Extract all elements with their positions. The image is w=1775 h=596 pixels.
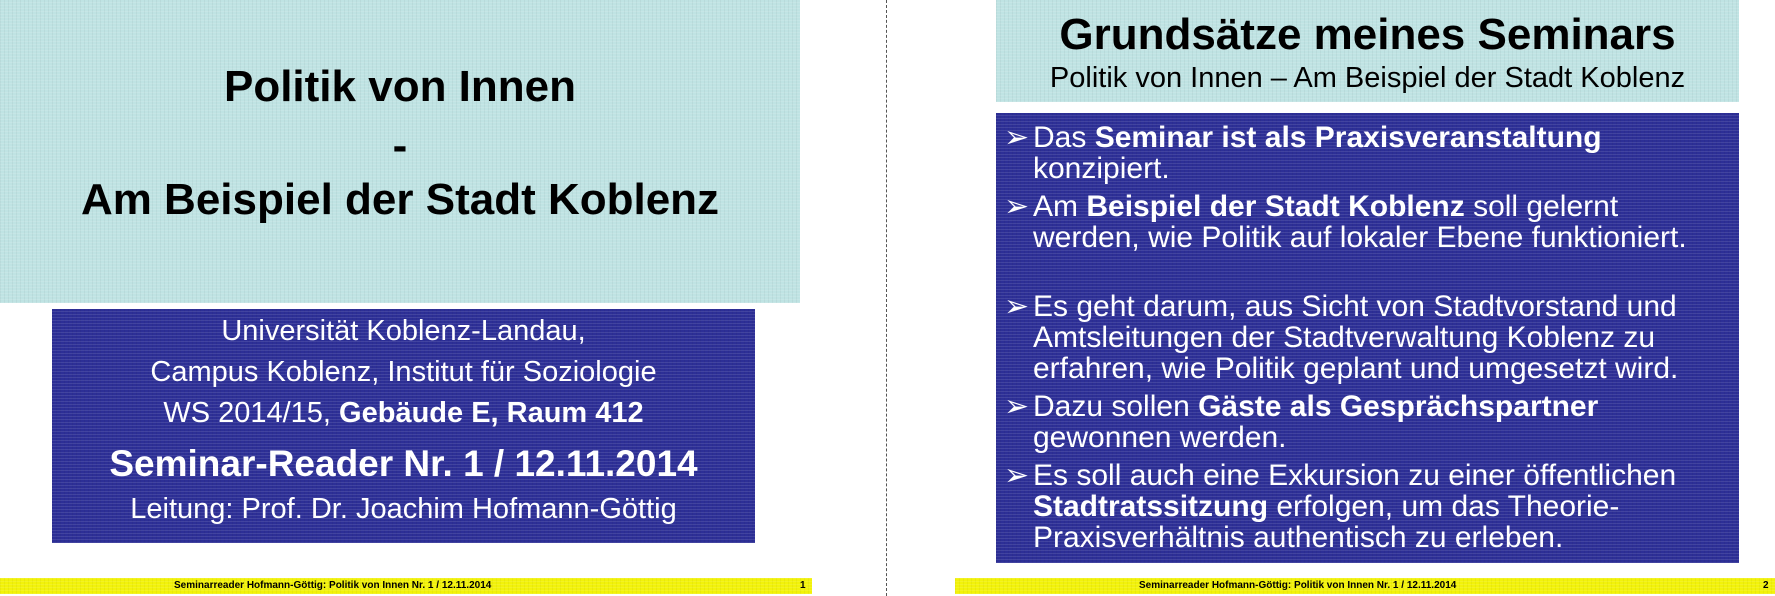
slide1-university: Universität Koblenz-Landau, [221,315,586,347]
bullet-arrow-icon: ➢ [1004,390,1030,423]
slide1-semester-room [52,397,755,430]
slide1-title-line3: Am Beispiel der Stadt Koblenz [80,175,720,224]
slide1-page-number: 1 [800,580,806,591]
bullet-arrow-icon: ➢ [1004,459,1030,492]
slide2-footer-text: Seminarreader Hofmann-Göttig: Politik von Innen Nr. 1 / 12.11.2014 [1139,580,1457,591]
slide1-footer-text: Seminarreader Hofmann-Göttig: Politik von Innen Nr. 1 / 12.11.2014 [174,580,492,591]
slide1-room: Gebäude E, Raum 412 [339,397,644,429]
slide1-campus: Campus Koblenz, Institut für Soziologie [150,356,657,388]
slide1-semester: WS 2014/15, [163,397,340,429]
slide1-title-box [0,0,800,303]
page-divider [886,0,887,596]
slide2-bullet: ➢ Dazu sollen Gäste als Gesprächspartner gewonnen werden. [1004,390,1599,454]
slide2-bullet: ➢ Es soll auch eine Exkursion zu einer öffentlichen Stadtratssitzung erfolgen, um das Theorie-Praxisverhältnis authentisch zu erleben. [1004,459,1677,554]
slide1-title-line2: - [392,121,408,170]
slide2-footer [955,578,1775,594]
slide2-bullet: ➢ Das Seminar ist als Praxisveranstaltung konzipiert. [1004,121,1602,185]
bullet-arrow-icon: ➢ [1004,121,1030,154]
slide2-header-box [996,0,1739,102]
slide2-body-box [996,113,1739,563]
slide1-footer [0,578,812,594]
slide1-info-box [52,309,755,543]
slide2-title: Grundsätze meines Seminars [1059,10,1676,59]
bullet-arrow-icon: ➢ [1004,190,1030,223]
bullet-arrow-icon: ➢ [1004,290,1030,323]
slide1-reader-title: Seminar-Reader Nr. 1 / 12.11.2014 [109,443,698,484]
slide2-bullet: ➢ Am Beispiel der Stadt Koblenz soll gelernt werden, wie Politik auf lokaler Ebene funktioniert. [1004,190,1687,254]
slide2-subtitle: Politik von Innen – Am Beispiel der Stadt Koblenz [1049,62,1686,94]
slide1-leitung: Leitung: Prof. Dr. Joachim Hofmann-Göttig [130,493,677,525]
slide2-page-number: 2 [1763,580,1769,591]
slide1-title-line1: Politik von Innen [223,62,577,111]
slide2-bullet: ➢ Es geht darum, aus Sicht von Stadtvorstand und Amtsleitungen der Stadtverwaltung Koblenz zu erfahren, wie Politik geplant und umgesetzt wird. [1004,290,1679,385]
